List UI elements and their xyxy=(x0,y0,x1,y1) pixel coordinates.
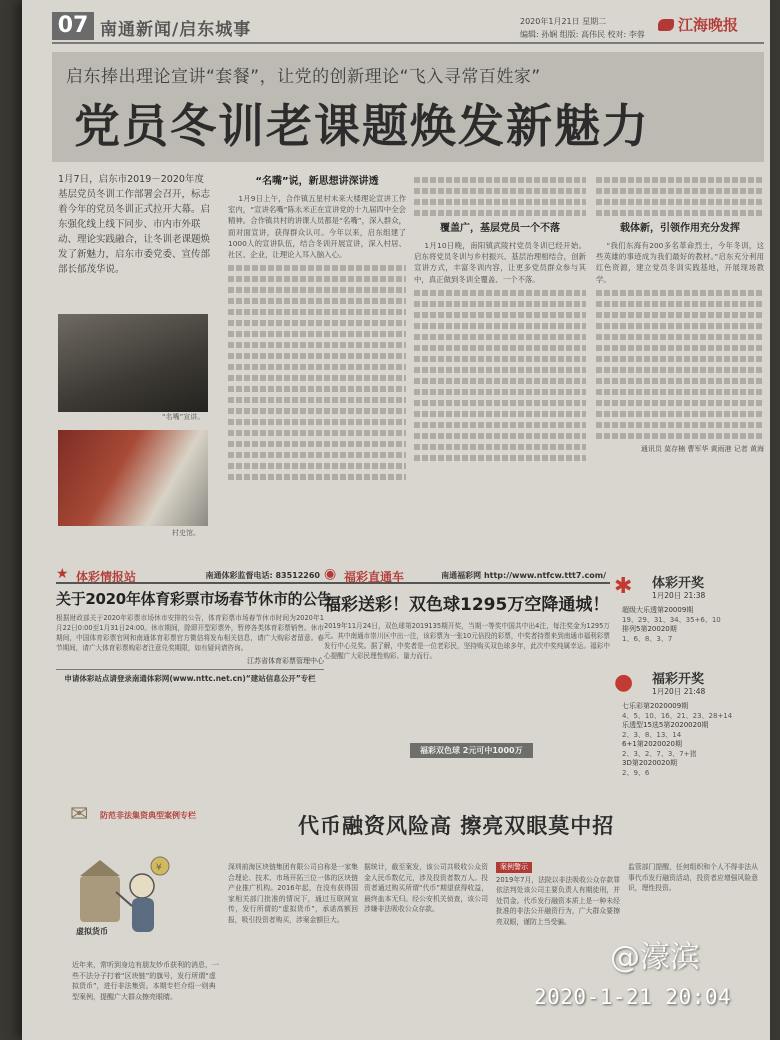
page-header xyxy=(52,10,764,44)
band-website: 南通福彩网 http://www.ntfcw.ttt7.com/ xyxy=(441,571,606,580)
editor-credits: 编辑: 孙娴 组版: 高伟民 校对: 李蓉 xyxy=(520,30,645,39)
page-number: 07 xyxy=(52,12,94,40)
story-title: 福彩送彩！双色球1295万空降通城！ xyxy=(324,595,610,615)
results-date: 1月20日 21:38 xyxy=(652,591,706,600)
section-heading: 载体新，引领作用充分发挥 xyxy=(620,223,740,234)
sports-lottery-notice xyxy=(56,566,332,774)
logo-text: 江海晚报 xyxy=(678,16,739,34)
notice-footer: 申请体彩站点请登录南通体彩网(www.nttc.net.cn)“建站信息公开”专栏 xyxy=(56,669,324,684)
newspaper-logo xyxy=(658,14,738,35)
cartoon-label: 虚拟货币 xyxy=(76,927,108,936)
article-kicker: 启东捧出理论宣讲“套餐”，让党的创新理论“飞入寻常百姓家” xyxy=(66,67,541,87)
results-title: 福彩开奖 xyxy=(652,672,705,687)
result-line: 3D第2020020期 xyxy=(622,759,678,767)
photo-caption: 村史馆。 xyxy=(172,529,200,537)
photo-timestamp: 2020-1-21 20:04 xyxy=(534,985,732,1009)
photo-caption: “名嘴”宣讲。 xyxy=(162,413,205,421)
band-name: 福彩直通车 xyxy=(344,570,405,584)
result-line: 2、3、2、7、3、7+猪 xyxy=(622,749,697,758)
result-line: 1、6、8、3、7 xyxy=(622,634,673,643)
result-line: 2、3、8、13、14 xyxy=(622,730,682,739)
section-heading: “名嘴”说，新思想讲深讲透 xyxy=(255,176,379,187)
lottery-star-icon: ★ xyxy=(56,566,69,582)
article-column-1 xyxy=(228,172,406,485)
fraud-warning-header xyxy=(52,798,764,842)
welfare-results xyxy=(614,662,764,777)
story-body: 2019年11月24日，双色球第2019135期开奖，当期一等奖中国共中出4注，每注奖金为1295万元。其中南通市崇川区中出一注，该彩票为一张10元倍投的彩票，中奖者持票来到南通市福利彩票发行中心兑奖。据了解，中奖者是一位老彩民，坚持购买双色球多年，此次中奖纯属幸运。福彩中心提醒广大彩民理性购彩、量力而行。 xyxy=(324,622,610,660)
result-line: 超级大乐透第20009期 xyxy=(622,606,694,614)
logo-bird-icon xyxy=(658,19,674,31)
case-tag: 案例警示 xyxy=(496,862,532,873)
photo-watermark: @濠滨 xyxy=(610,940,700,975)
result-line: 4、5、10、16、21、23、28+14 xyxy=(622,711,733,720)
section-text: 1月10日晚，南阳镇武陵村党员冬训已经开始。启东将党员冬训与乡村振兴、基层治理相结合，创新宣讲方式，丰富冬训内容，让更多党员群众参与其中，真正做到冬训全覆盖、一个不落。 xyxy=(414,241,586,284)
welfare-lottery-story xyxy=(324,566,610,760)
draw-results xyxy=(614,566,764,777)
money-bag-icon: ✉ xyxy=(70,802,89,827)
headline-banner xyxy=(52,52,764,162)
sports-lottery-logo-icon: ✱ xyxy=(614,574,633,599)
cartoon-illustration xyxy=(72,846,180,958)
results-date: 1月20日 21:48 xyxy=(652,687,706,696)
result-line: 2、9、6 xyxy=(622,768,650,777)
article-byline: 通讯员 莫存楠 曹军华 黄雨港 记者 黄海 xyxy=(640,444,764,453)
fraud-lead: 近年来，常听到身边有朋友炒币获利的消息，一些不法分子打着“区块链”的旗号，发行所谓“虚拟货币”，进行非法集资。本期专栏介绍一则典型案例，提醒广大群众擦亮眼睛。 xyxy=(72,961,219,1001)
fraud-column-3-text: 2019年7月，法院以非法吸收公众存款罪依法判处该公司主要负责人有期徒刑，并处罚金。代币发行融资本质上是一种未经批准的非法公开融资行为，广大群众要擦亮双眼，谨防上当受骗。 xyxy=(496,875,620,926)
result-line: 七乐彩第2020009期 xyxy=(622,702,689,710)
fraud-column-4: 监管部门提醒，任何组织和个人不得非法从事代币发行融资活动，投资者应增强风险意识，理性投资。 xyxy=(628,863,758,892)
result-line: 乐透型15选5第2020020期 xyxy=(622,721,709,729)
section-text: “我们东海有200多名革命烈士，今年冬训，这些英雄的事迹成为我们最好的教材。”启东充分利用红色资源，建立党员冬训实践基地，开展现场教学。 xyxy=(596,241,764,284)
article-headline: 党员冬训老课题焕发新魅力 xyxy=(74,99,650,153)
issue-date: 2020年1月21日 星期二 xyxy=(520,17,607,26)
newspaper-page xyxy=(22,0,770,1040)
article-column-2 xyxy=(414,172,586,466)
section-title: 南通新闻/启东城事 xyxy=(100,20,252,40)
results-title: 体彩开奖 xyxy=(652,576,705,591)
notice-body: 根据财政部关于2020年彩票市场休市安排的公告，体育彩票市场春节休市时间为2020年1月22日0:00至1月31日24:00。休市期间，除即开型彩票外，暂停各类体育彩票销售。休市期间，中国体育彩票官网和南通体育彩票官方微信将发布相关信息，请广大购彩者留意。春节期间，请广大体育彩票购彩者注意兑奖期限，如有疑问请咨询。 xyxy=(56,614,324,652)
section-heading: 覆盖广，基层党员一个不落 xyxy=(440,223,560,234)
result-line: 排列5第20020期 xyxy=(622,625,677,633)
article-column-3 xyxy=(596,172,764,455)
notice-title: 关于2020年体育彩票市场春节休市的公告 xyxy=(56,590,332,608)
village-museum-photo xyxy=(58,430,208,526)
welfare-lottery-logo-icon: ● xyxy=(614,670,634,695)
fraud-column-2: 据统计，截至案发，该公司共吸收公众资金人民币数亿元，涉及投资者数万人。投资者通过购买所谓“代币”期望获得收益，最终血本无归。经公安机关侦查，该公司涉嫌非法吸收公众存款。 xyxy=(364,863,488,913)
column-tag: 防范非法集资典型案例专栏 xyxy=(100,811,196,820)
band-name: 体彩情报站 xyxy=(76,570,137,584)
article-lead: 1月7日，启东市2019－2020年度基层党员冬训工作部署会召开，标志着今年的党员冬训正式拉开大幕。启东强化线上线下同步、市内市外联动、理论实践融合，让冬训老课题焕发了新魅力，启东市委党委、宣传部部长郁茂华说。 xyxy=(58,174,211,275)
fraud-column-1: 深圳前海区块链集团有限公司自称是一家集合理论、技术、市场开拓三位一体的区块链产业推广机构。2016年起，在没有获得国家相关部门批准的情况下，通过互联网宣传，发行所谓的“虚拟货币”，承诺高额回报，吸引投资者购买，涉案金额巨大。 xyxy=(228,863,358,924)
sports-results xyxy=(614,566,764,662)
section-text: 1月9日上午，合作镇五星村未来大楼理论宣讲工作室内，“宣讲名嘴”陈永米正在宣讲党的十九届四中全会精神。合作镇共村的讲课人员都是“名嘴”，深入群众，面对面宣讲，获得群众认可。今年以来，启东组建了1000人的宣讲队伍，结合冬训开展宣讲，深入村居、社区、企业，让理论入耳入脑入心。 xyxy=(228,194,406,260)
fraud-headline: 代币融资风险高 擦亮双眼莫中招 xyxy=(298,813,615,838)
result-line: 6+1第2020020期 xyxy=(622,740,682,748)
meeting-photo xyxy=(58,314,208,412)
notice-issuer: 江苏省体育彩票管理中心 xyxy=(247,657,324,665)
result-line: 19、29、31、34、35+6、10 xyxy=(622,615,721,624)
story-footer: 福彩双色球 2元可中1000万 xyxy=(410,743,533,758)
welfare-lottery-icon: ◉ xyxy=(324,566,337,582)
fraud-column-3 xyxy=(496,862,620,927)
virtual-currency-cartoon xyxy=(72,846,180,958)
svg-text:¥: ¥ xyxy=(156,863,162,873)
band-hotline: 南通体彩监督电话: 83512260 xyxy=(205,571,320,580)
